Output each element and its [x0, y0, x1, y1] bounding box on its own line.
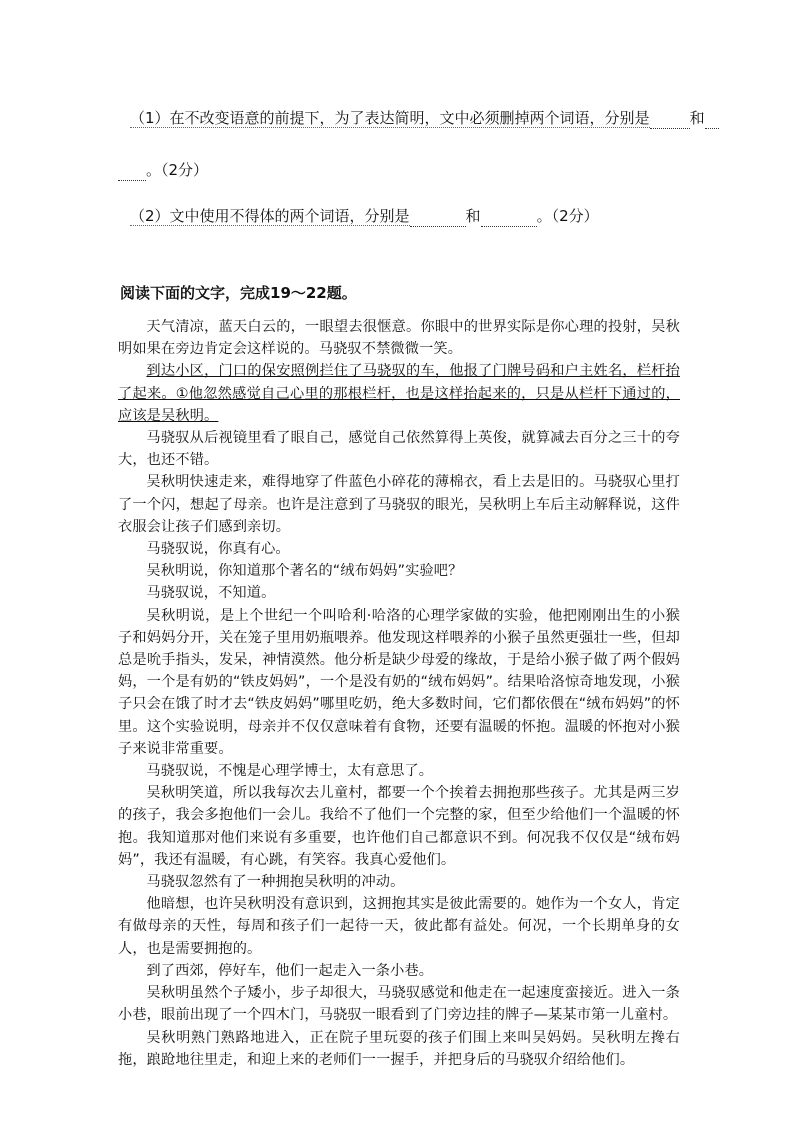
question-1-and: 和: [689, 109, 705, 127]
paragraph-1: 天气清凉，蓝天白云的，一眼望去很惬意。你眼中的世界实际是你心理的投射，吴秋明如果在旁边肯定会这样说的。马骁驭不禁微微一笑。: [118, 319, 680, 358]
question-2: [130, 206, 599, 227]
answer-blank[interactable]: [118, 160, 146, 181]
answer-blank[interactable]: [650, 108, 690, 129]
answer-blank[interactable]: [410, 206, 466, 227]
question-2-and: 和: [465, 207, 481, 225]
paragraph-4: 吴秋明快速走来，难得地穿了件蓝色小碎花的薄棉衣，看上去是旧的。马骁驭心里打了一个闪，想起了母亲。也许是注意到了马骁驭的眼光，吴秋明上车后主动解释说，这件衣服会让孩子们感到亲切。: [118, 474, 680, 535]
paragraph-5: 马骁驭说，你真有心。: [146, 541, 290, 558]
answer-blank[interactable]: [705, 108, 719, 129]
question-2-points: 。（2分）: [536, 207, 599, 225]
paragraph-11: 马骁驭忽然有了一种拥抱吴秋明的冲动。: [146, 874, 405, 891]
question-1-points: 。（2分）: [146, 161, 209, 179]
paragraph-13: 到了西郊，停好车，他们一起走入一条小巷。: [146, 962, 434, 979]
paragraph-6: 吴秋明说，你知道那个著名的“绒布妈妈”实验吧？: [146, 563, 463, 580]
paragraph-3: 马骁驭从后视镜里看了眼自己，感觉自己依然算得上英俊，就算减去百分之三十的夸大，也还不错。: [118, 430, 680, 469]
paragraph-8: 吴秋明说，是上个世纪一个叫哈利·哈洛的心理学家做的实验，他把刚刚出生的小猴子和妈妈分开，关在笼子里用奶瓶喂养。他发现这样喂养的小猴子虽然更强壮一些，但却总是吮手指头，发呆，神情漠然。他分析是缺少母爱的缘故，于是给小猴子做了两个假妈妈，一个是有奶的“铁皮妈妈”，一个是没有奶的“绒布妈妈”。结果哈洛惊奇地发现，小猴子只会在饿了时才去“铁皮妈妈”哪里吃奶，绝大多数时间，它们都依偎在“绒布妈妈”的怀里。这个实验说明，母亲并不仅仅意味着有食物，还要有温暖的怀抱。温暖的怀抱对小猴子来说非常重要。: [118, 607, 680, 757]
paragraph-10: 吴秋明笑道，所以我每次去儿童村，都要一个个挨着去拥抱那些孩子。尤其是两三岁的孩子，我会多抱他们一会儿。我给不了他们一个完整的家，但至少给他们一个温暖的怀抱。我知道那对他们来说有多重要，也许他们自己都意识不到。何况我不仅仅是“绒布妈妈”，我还有温暖，有心跳，有笑容。我真心爱他们。: [118, 785, 680, 868]
paragraph-2: 到达小区，门口的保安照例拦住了马骁驭的车，他报了门牌号码和户主姓名，栏杆抬了起来。①他忽然感觉自己心里的那根栏杆，也是这样抬起来的，只是从栏杆下通过的，应该是吴秋明。: [118, 363, 680, 424]
question-1-text: （1）在不改变语意的前提下，为了表达简明，文中必须删掉两个词语，分别是: [130, 109, 650, 127]
question-2-text: （2）文中使用不得体的两个词语，分别是: [130, 207, 410, 225]
paragraph-9: 马骁驭说，不愧是心理学博士，太有意思了。: [146, 763, 434, 780]
question-1-line-2: [118, 160, 208, 181]
question-1-line-1: [130, 108, 719, 129]
answer-blank[interactable]: [481, 206, 537, 227]
paragraph-12: 他暗想，也许吴秋明没有意识到，这拥抱其实是彼此需要的。她作为一个女人，肯定有做母亲的天性，每周和孩子们一起待一天，彼此都有益处。何况，一个长期单身的女人，也是需要拥抱的。: [118, 896, 680, 957]
paragraph-15: 吴秋明熟门熟路地进入，正在院子里玩耍的孩子们围上来叫吴妈妈。吴秋明左搀右拖，踉跄地往里走，和迎上来的老师们一一握手，并把身后的马骁驭介绍给他们。: [118, 1029, 680, 1068]
paragraph-14: 吴秋明虽然个子矮小，步子却很大，马骁驭感觉和他走在一起速度蛮接近。进入一条小巷，眼前出现了一个四木门，马骁驭一眼看到了门旁边挂的牌子—某某市第一儿童村。: [118, 985, 680, 1024]
reading-heading: 阅读下面的文字，完成19～22题。: [120, 284, 357, 302]
reading-passage: [118, 316, 680, 1071]
paragraph-7: 马骁驭说，不知道。: [146, 585, 276, 602]
